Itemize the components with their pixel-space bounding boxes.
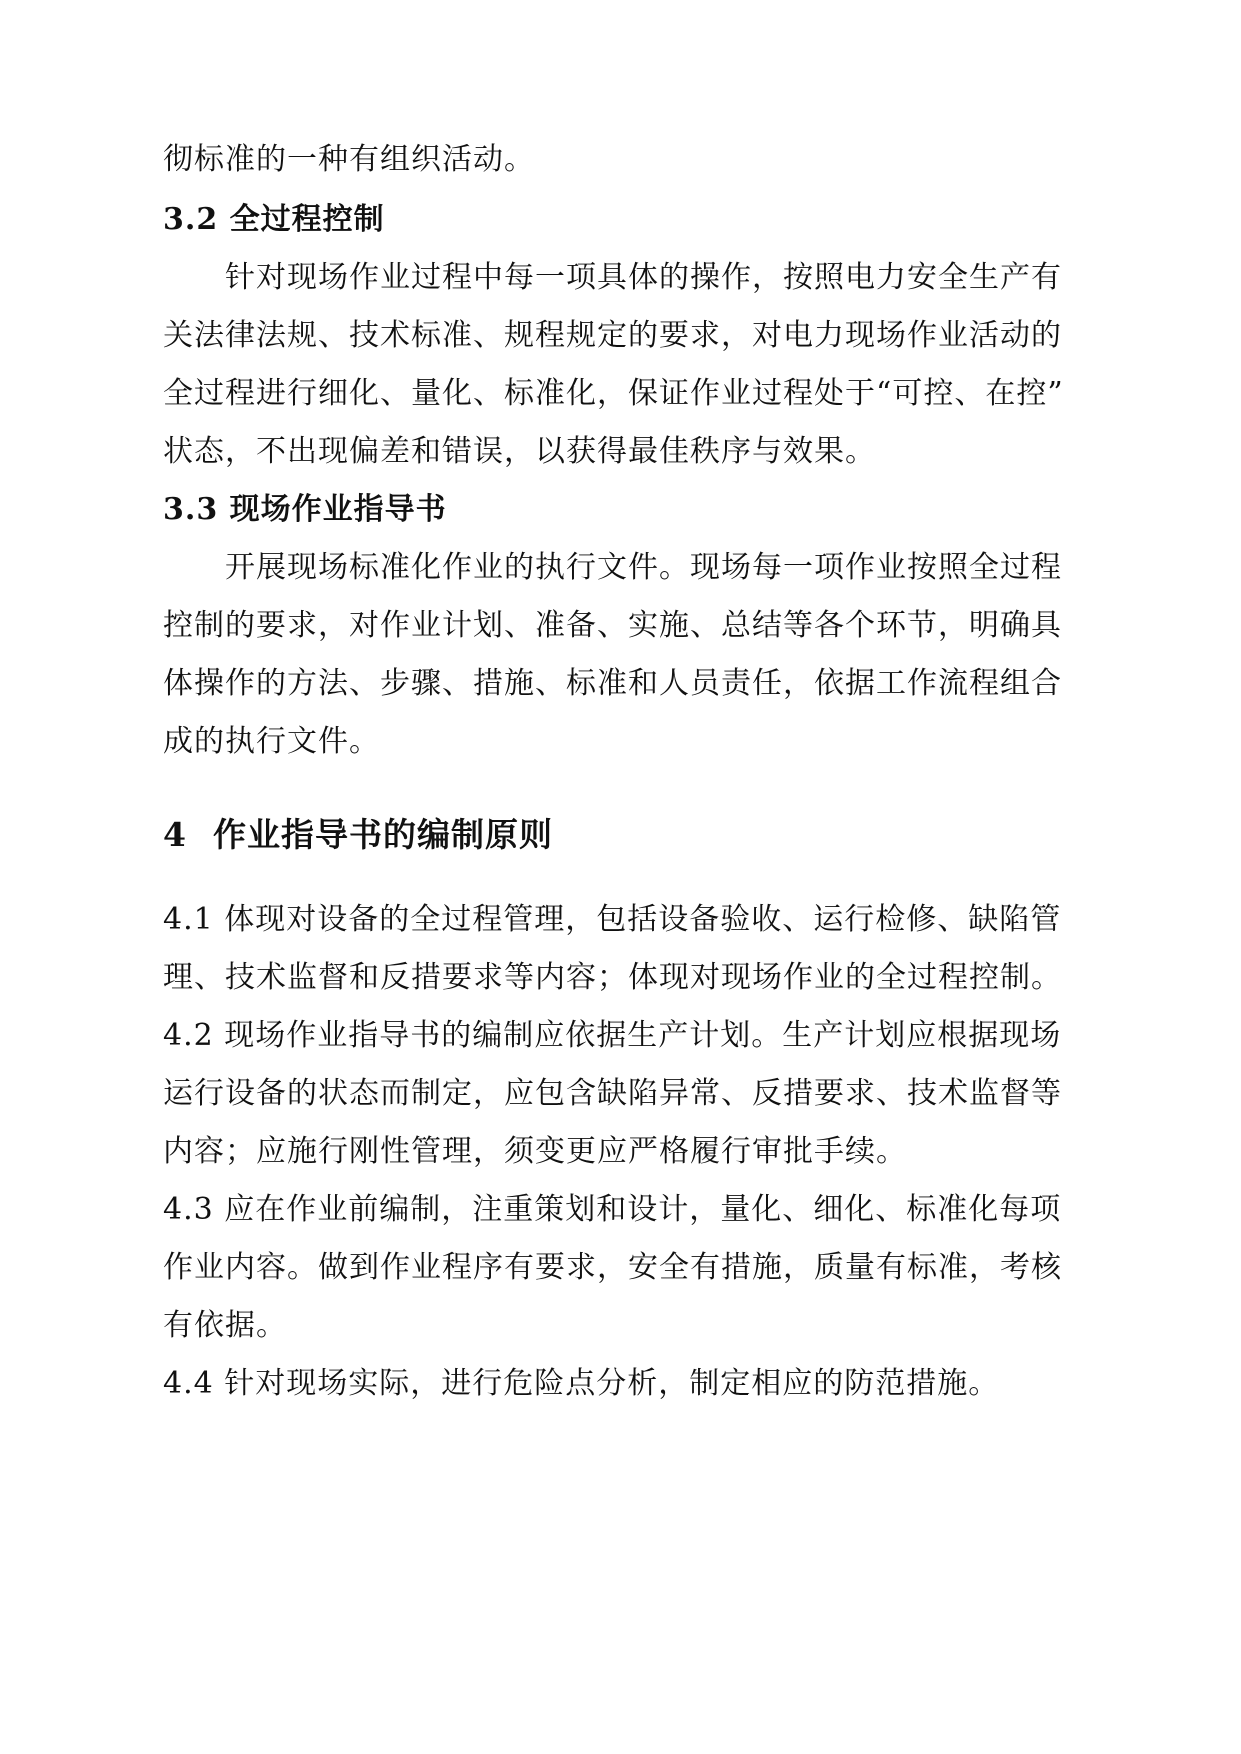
paragraph-line: 针对现场作业过程中每一项具体的操作，按照电力安全生产有 bbox=[163, 260, 1062, 295]
paragraph-line: 关法律法规、技术标准、规程规定的要求，对电力现场作业活动的 bbox=[163, 318, 1062, 353]
paragraph-line: 4.1 体现对设备的全过程管理，包括设备验收、运行检修、缺陷管 bbox=[163, 902, 1062, 937]
paragraph-line: 运行设备的状态而制定，应包含缺陷异常、反措要求、技术监督等 bbox=[163, 1076, 1062, 1111]
paragraph-line: 开展现场标准化作业的执行文件。现场每一项作业按照全过程 bbox=[163, 550, 1062, 585]
paragraph-line: 4.3 应在作业前编制，注重策划和设计，量化、细化、标准化每项 bbox=[163, 1192, 1062, 1227]
chapter-title: 作业指导书的编制原则 bbox=[213, 815, 553, 854]
paragraph-line: 理、技术监督和反措要求等内容；体现对现场作业的全过程控制。 bbox=[163, 960, 1062, 995]
paragraph-line: 有依据。 bbox=[163, 1308, 287, 1343]
paragraph-line: 4.2 现场作业指导书的编制应依据生产计划。生产计划应根据现场 bbox=[163, 1018, 1062, 1053]
section-heading-3-2: 3.2 全过程控制 bbox=[163, 202, 385, 237]
paragraph-line: 成的执行文件。 bbox=[163, 724, 380, 759]
paragraph-line: 状态，不出现偏差和错误，以获得最佳秩序与效果。 bbox=[163, 434, 876, 469]
paragraph-line: 内容；应施行刚性管理，须变更应严格履行审批手续。 bbox=[163, 1134, 907, 1169]
paragraph-line: 彻标准的一种有组织活动。 bbox=[163, 142, 535, 177]
paragraph-line: 4.4 针对现场实际，进行危险点分析，制定相应的防范措施。 bbox=[163, 1366, 1000, 1401]
chapter-number: 4 bbox=[163, 815, 187, 854]
paragraph-line: 体操作的方法、步骤、措施、标准和人员责任，依据工作流程组合 bbox=[163, 666, 1062, 701]
section-heading-3-3: 3.3 现场作业指导书 bbox=[163, 492, 447, 527]
chapter-heading bbox=[163, 815, 1083, 855]
paragraph-line: 控制的要求，对作业计划、准备、实施、总结等各个环节，明确具 bbox=[163, 608, 1062, 643]
paragraph-line: 全过程进行细化、量化、标准化，保证作业过程处于“可控、在控” bbox=[163, 376, 1064, 411]
paragraph-line: 作业内容。做到作业程序有要求，安全有措施，质量有标准，考核 bbox=[163, 1250, 1062, 1285]
